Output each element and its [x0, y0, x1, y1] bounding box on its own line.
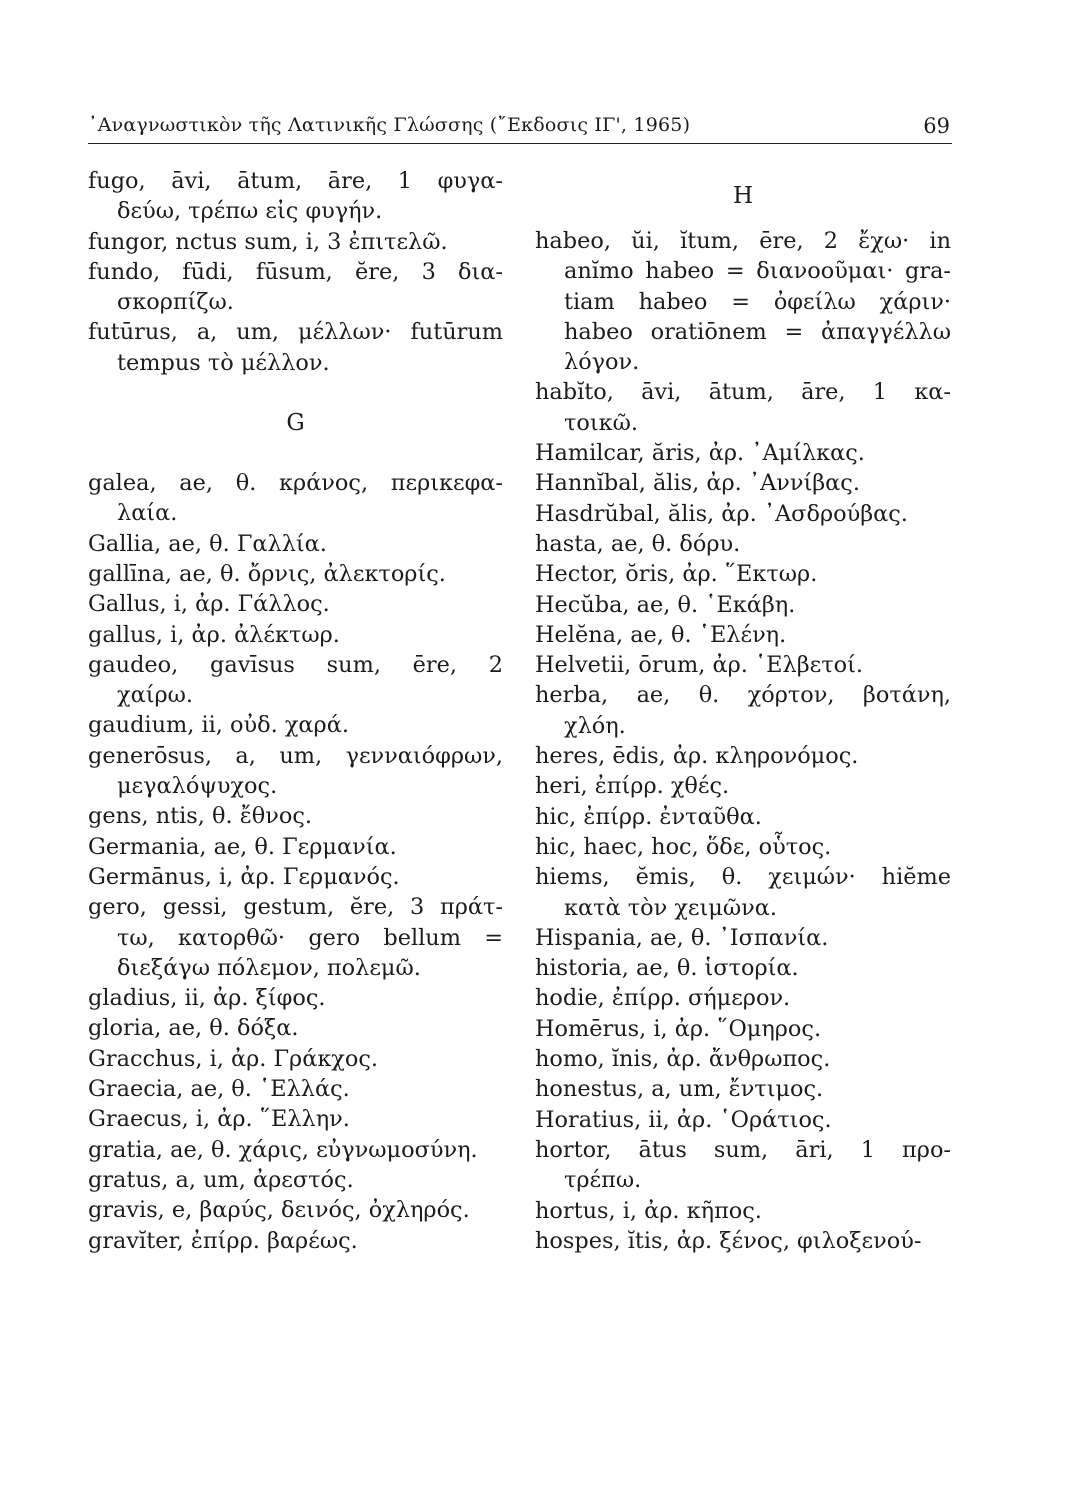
dictionary-entry-line: Horatius, ii, ἀρ. ῾Οράτιος.: [535, 1106, 832, 1133]
dictionary-entry-line: Helvetii, ōrum, ἀρ. ῾Ελβετοί.: [535, 652, 864, 679]
dictionary-entry-line: gravĭter, ἐπίρρ. βαρέως.: [88, 1227, 358, 1254]
dictionary-entry-line: gero, gessi, gestum, ĕre, 3 πράτ-: [88, 894, 503, 921]
section-heading-g: G: [286, 410, 305, 437]
entry-continuation-line: λαία.: [117, 500, 178, 527]
entry-continuation-line: σκορπίζω.: [117, 289, 234, 316]
dictionary-entry-line: homo, ĭnis, ἀρ. ἄνθρωπος.: [535, 1046, 831, 1073]
dictionary-entry-line: Germania, ae, θ. Γερμανία.: [88, 833, 397, 860]
dictionary-entry-line: fungor, nctus sum, i, 3 ἐπιτελῶ.: [88, 228, 448, 255]
entry-continuation-line: tiam habeo = ὀφείλω χάριν·: [564, 288, 951, 315]
running-header: [88, 100, 950, 138]
entry-continuation-line: habeo oratiōnem = ἀπαγγέλλω: [564, 318, 951, 345]
dictionary-entry-line: historia, ae, θ. ἱστορία.: [535, 955, 799, 982]
header-title: ᾿Αναγνωστικὸν τῆς Λατινικῆς Γλώσσης (῎Εκδοσις ΙΓ', 1965): [88, 114, 691, 136]
dictionary-entry-line: gladius, ii, ἀρ. ξίφος.: [88, 985, 326, 1012]
dictionary-entry-line: hic, haec, hoc, ὅδε, οὗτος.: [535, 833, 832, 860]
entry-continuation-line: κατὰ τὸν χειμῶνα.: [564, 894, 777, 921]
dictionary-entry-line: Hamilcar, ăris, ἀρ. ᾿Αμίλκας.: [535, 440, 865, 467]
dictionary-entry-line: Gallus, i, ἀρ. Γάλλος.: [88, 591, 330, 618]
dictionary-entry-line: Homērus, i, ἀρ. ῞Ομηρος.: [535, 1015, 822, 1042]
dictionary-entry-line: Hecŭba, ae, θ. ῾Εκάβη.: [535, 591, 796, 618]
dictionary-entry-line: gratus, a, um, ἀρεστός.: [88, 1166, 354, 1193]
dictionary-entry-line: Hannĭbal, ălis, ἀρ. ᾿Αννίβας.: [535, 470, 860, 497]
dictionary-entry-line: Graecus, i, ἀρ. ῞Ελλην.: [88, 1106, 350, 1133]
dictionary-entry-line: futūrus, a, um, μέλλων· futūrum: [88, 319, 503, 346]
dictionary-entry-line: herba, ae, θ. χόρτον, βοτάνη,: [535, 682, 951, 709]
dictionary-entry-line: fundo, fūdi, fūsum, ĕre, 3 δια-: [88, 258, 503, 285]
entry-continuation-line: τοικῶ.: [564, 409, 639, 436]
dictionary-entry-line: galea, ae, θ. κράνος, περικεφα-: [88, 470, 503, 497]
dictionary-entry-line: Gracchus, i, ἀρ. Γράκχος.: [88, 1045, 379, 1072]
left-column: [88, 166, 503, 1256]
dictionary-entry-line: hodie, ἐπίρρ. σήμερον.: [535, 985, 791, 1012]
dictionary-entry-line: gallus, i, ἀρ. ἀλέκτωρ.: [88, 621, 340, 648]
dictionary-entry-line: gaudeo, gavīsus sum, ēre, 2: [88, 651, 503, 678]
right-column: [535, 166, 951, 1256]
dictionary-entry-line: gratia, ae, θ. χάρις, εὐγνωμοσύνη.: [88, 1136, 478, 1163]
dictionary-entry-line: fugo, āvi, ātum, āre, 1 φυγα-: [88, 168, 503, 194]
entry-continuation-line: διεξάγω πόλεμον, πολεμῶ.: [117, 954, 421, 981]
dictionary-entry-line: heres, ēdis, ἀρ. κληρονόμος.: [535, 743, 859, 770]
entry-continuation-line: tempus τὸ μέλλον.: [117, 349, 330, 376]
dictionary-entry-line: Germānus, i, ἀρ. Γερμανός.: [88, 863, 400, 890]
entry-continuation-line: τρέπω.: [564, 1167, 642, 1194]
page-number: 69: [923, 114, 950, 138]
dictionary-entry-line: hospes, ĭtis, ἀρ. ξένος, φιλοξενού-: [535, 1227, 922, 1254]
dictionary-entry-line: gallīna, ae, θ. ὄρνις, ἀλεκτορίς.: [88, 560, 446, 587]
left-entries-f: [88, 166, 503, 378]
dictionary-entry-line: gloria, ae, θ. δόξα.: [88, 1015, 299, 1042]
entry-continuation-line: τω, κατορθῶ· gero bellum =: [117, 924, 503, 951]
left-entries-g: [88, 468, 503, 1256]
dictionary-entry-line: honestus, a, um, ἔντιμος.: [535, 1076, 824, 1103]
entry-continuation-line: anĭmo habeo = διανοοῦμαι· gra-: [564, 258, 951, 285]
dictionary-entry-line: gaudium, ii, οὐδ. χαρά.: [88, 712, 349, 739]
dictionary-entry-line: hortus, i, ἀρ. κῆπος.: [535, 1197, 762, 1224]
dictionary-entry-line: Hasdrŭbal, ălis, ἀρ. ᾿Ασδρούβας.: [535, 500, 908, 527]
dictionary-entry-line: heri, ἐπίρρ. χθές.: [535, 773, 730, 800]
dictionary-entry-line: hiems, ĕmis, θ. χειμών· hiĕme: [535, 864, 951, 891]
dictionary-entry-line: gravis, e, βαρύς, δεινός, ὀχληρός.: [88, 1197, 470, 1224]
dictionary-entry-line: Gallia, ae, θ. Γαλλία.: [88, 530, 327, 557]
right-entries-h: [535, 226, 951, 1256]
header-rule: [88, 143, 952, 144]
dictionary-entry-line: Hispania, ae, θ. ᾿Ισπανία.: [535, 924, 829, 951]
dictionary-entry-line: habĭto, āvi, ātum, āre, 1 κα-: [535, 379, 951, 406]
dictionary-entry-line: Hector, ŏris, ἀρ. ῞Εκτωρ.: [535, 561, 818, 588]
section-heading-h: H: [732, 183, 754, 209]
entry-continuation-line: χαίρω.: [117, 682, 194, 709]
dictionary-entry-line: hortor, ātus sum, āri, 1 προ-: [535, 1136, 951, 1163]
entry-continuation-line: δεύω, τρέπω εἰς φυγήν.: [117, 198, 383, 225]
dictionary-entry-line: Graecia, ae, θ. ῾Ελλάς.: [88, 1076, 350, 1103]
dictionary-entry-line: hasta, ae, θ. δόρυ.: [535, 530, 741, 557]
dictionary-entry-line: habeo, ŭi, ĭtum, ēre, 2 ἔχω· in: [535, 228, 951, 254]
dictionary-entry-line: Helĕna, ae, θ. ῾Ελένη.: [535, 621, 787, 648]
dictionary-entry-line: hic, ἐπίρρ. ἐνταῦθα.: [535, 803, 762, 830]
dictionary-entry-line: gens, ntis, θ. ἔθνος.: [88, 803, 312, 830]
entry-continuation-line: χλόη.: [564, 712, 626, 739]
entry-continuation-line: λόγον.: [564, 349, 640, 376]
dictionary-entry-line: generōsus, a, um, γενναιόφρων,: [88, 742, 503, 769]
entry-continuation-line: μεγαλόψυχος.: [117, 773, 278, 800]
